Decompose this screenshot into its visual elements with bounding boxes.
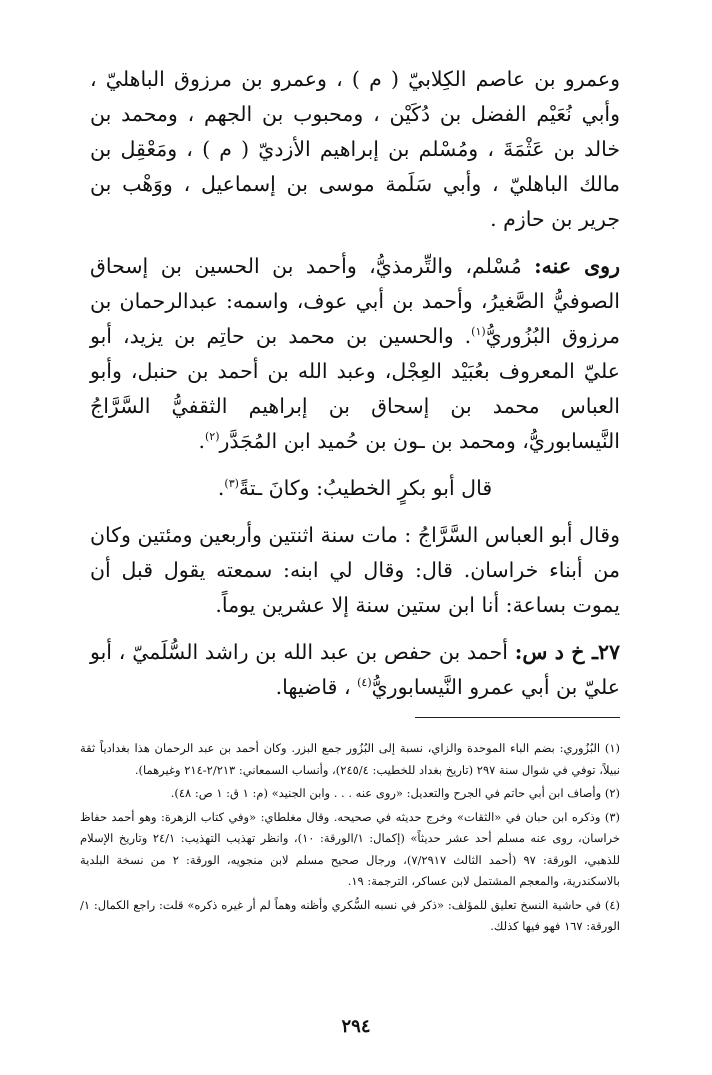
footnote-3: (٣) وذكره ابن حبان في «الثقات» وخرج حديثه في صحيحه. وقال مغلطاي: «وفي كتاب الزهرة: وهو أحمد حفاظ خراسان، روى عنه مسلم أحد عشر حديثاً» (إكمال: ١/الورقة: ١٠)، وانظر تهذيب التهذيب: ٢٤/١ وتاريخ الإسلام للذهبي، الورقة: ٩٧ (أحمد الثالث ٧/٢٩١٧)، ورجال صحيح مسلم لابن منجويه، الورقة: ٢ من نسخة البلدية بالاسكندرية، والمعجم المشتمل لابن عساكر، الترجمة: ١٩. (80, 809, 620, 888)
footnote-2: (٢) وأصاف ابن أبي حاتم في الجرح والتعديل: «روى عنه . . . وابن الجنيد» (م: ١ ق: ١ ص: ٤٨). (170, 786, 620, 800)
paragraph-narrators (90, 249, 620, 459)
narrators-text-b: . والحسين بن محمد بن حاتِم بن يزيد، أبو عليّ المعروف بعُبَيْد العِجْل، وعبد الله بن أحمد بن حنبل، وأبو العباس محمد بن إسحاق بن إبراهيم الثقفيُّ السَّرَّاجُ النَّيسابوريُّ، ومحمد بن ـون بن حُميد ابن المُجَدَّر (90, 324, 620, 453)
paragraph-entry-27 (90, 635, 620, 705)
footnotes (80, 738, 620, 940)
main-text (90, 62, 620, 705)
entry-27-text-b: ، قاضيها. (275, 675, 358, 699)
footnote-1: (١) البُزُوري: بضم الباء الموحدة والزاي، نسبة إلى البُزُور جمع البزر. وكان أحمد بن عبد الرحمان هذا بغدادياً ثقة نبيلاً، توفي في شوال سنة ٢٩٧ (تاريخ بغداد للخطيب: ٢٤٥/٤)، وأنساب السمعاني: ٢/٢١٣-٢١٤ وغيرهما). (80, 741, 620, 777)
khatib-text-a: قال أبو بكرٍ الخطيبُ: وكانَ ـتةً (238, 476, 493, 500)
paragraph-death: وقال أبو العباس السَّرَّاجُ : مات سنة اثنتين وأربعين ومئتين وكان من أبناء خراسان. قال: وقال لي ابنه: سمعته يقول قبل أن يموت بساعة: أنا ابن ستين سنة إلا عشرين يوماً. (90, 523, 620, 617)
narrators-text-c: . (198, 429, 205, 453)
footnote-ref-4[interactable]: (٤) (357, 676, 372, 690)
footnote-divider (415, 717, 620, 718)
paragraph-teachers: وعمرو بن عاصم الكِلابيّ ( م ) ، وعمرو بن مرزوق الباهليّ ، وأبي نُعَيْم الفضل بن دُكَيْن ، ومحبوب بن الجهم ، ومحمد بن خالد بن عَثْمَةَ ، ومُسْلم بن إبراهيم الأزديّ ( م ) ، ومَعْقِل بن مالك الباهليّ ، وأبي سَلَمة موسى بن إسماعيل ، ووَهْب بن جرير بن حازم . (90, 67, 620, 231)
narrators-heading: روى عنه: (534, 254, 620, 278)
entry-27-text-a: أحمد بن حفص بن عبد الله بن راشد السُّلَميّ ، أبو عليّ بن أبي عمرو النَّيسابوريُّ (90, 640, 620, 699)
narrators-text-a: مُسْلم، والتِّرمذيُّ، وأحمد بن الحسين بن إسحاق الصوفيُّ الصَّغيرُ، وأحمد بن أبي عوف، واسمه: عبدالرحمان بن مرزوق البُزُوريُّ (90, 254, 620, 348)
footnote-ref-1[interactable]: (١) (471, 325, 486, 339)
khatib-text-b: . (217, 476, 225, 500)
entry-number: ٢٧ـ خ د س: (514, 640, 620, 664)
footnote-4: (٤) في حاشية النسخ تعليق للمؤلف: «ذكر في نسبه السُّكري وأظنه وهماً لم أر غيره ذكره» قلت: راجع الكمال: ١/الورقة: ١٦٧ فهو فيها كذلك. (80, 897, 620, 933)
footnote-ref-2[interactable]: (٢) (205, 430, 220, 444)
page-number: ٢٩٤ (341, 1016, 371, 1037)
footnote-ref-3[interactable]: (٣) (224, 477, 239, 491)
paragraph-khatib (90, 471, 620, 506)
